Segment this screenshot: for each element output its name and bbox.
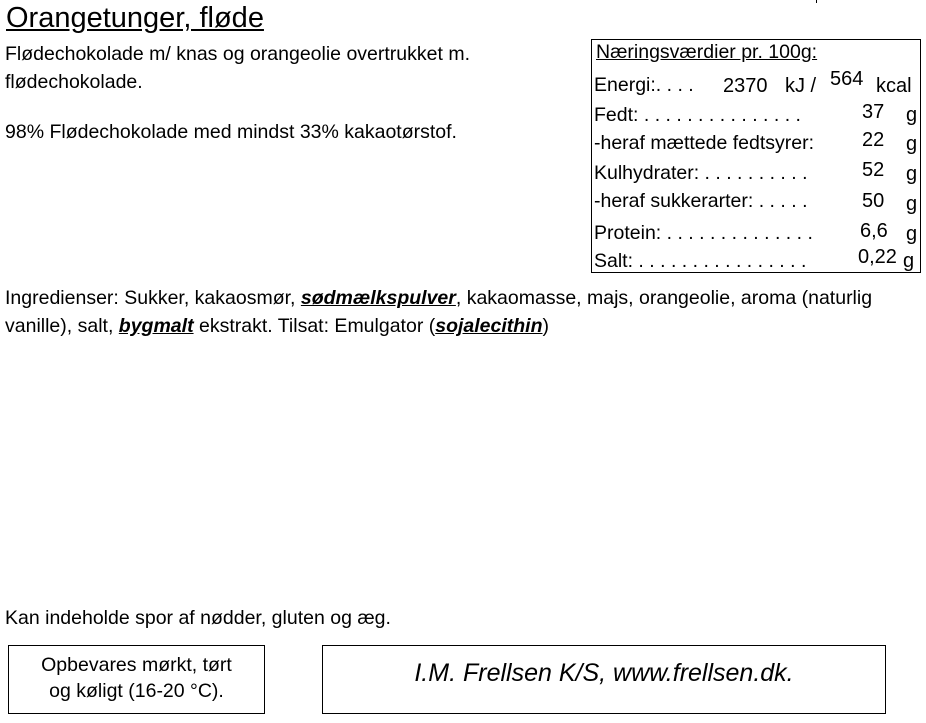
nutrition-value-sugars: 50 xyxy=(862,190,885,212)
nutrition-label-sugars: -heraf sukkerarter: . . . . . xyxy=(594,190,808,212)
ingredients-part: ekstrakt. Tilsat: Emulgator ( xyxy=(193,315,436,337)
nutrition-label-protein: Protein: . . . . . . . . . . . . . . xyxy=(594,222,813,244)
allergen-milk-powder: sødmælkspulver xyxy=(300,287,456,309)
nutrition-value-carbs: 52 xyxy=(862,159,885,181)
nutrition-value-salt: 0,22 xyxy=(858,246,897,268)
allergen-trace-warning: Kan indeholde spor af nødder, gluten og æg. xyxy=(5,607,391,629)
nutrition-label-saturated: -heraf mættede fedtsyrer: xyxy=(594,132,815,154)
nutrition-label-carbs: Kulhydrater: . . . . . . . . . . xyxy=(594,162,808,184)
nutrition-unit-sugars: g xyxy=(906,193,918,215)
nutrition-value-saturated: 22 xyxy=(862,129,885,151)
description-line: Flødechokolade m/ knas og orangeolie overtrukket m. xyxy=(5,43,470,65)
ingredients-part: Ingredienser: Sukker, kakaosmør, xyxy=(5,287,301,309)
ingredients-text xyxy=(5,284,920,340)
ingredients-part: , kakaomasse, majs, orangeolie, aroma (naturlig vanille), salt, xyxy=(5,287,873,337)
nutrition-unit-kj: kJ / xyxy=(785,75,817,97)
nutrition-value-kcal: 564 xyxy=(830,68,864,90)
nutrition-value-kj: 2370 xyxy=(723,75,768,97)
description-line: flødechokolade. xyxy=(5,71,143,93)
edge-mark xyxy=(816,0,817,3)
nutrition-value-protein: 6,6 xyxy=(860,220,888,242)
nutrition-value-fat: 37 xyxy=(862,101,885,123)
manufacturer-text: I.M. Frellsen K/S, www.frellsen.dk. xyxy=(414,659,794,687)
allergen-soy-lecithin: sojalecithin xyxy=(435,315,543,337)
nutrition-unit-saturated: g xyxy=(906,133,918,155)
nutrition-unit-fat: g xyxy=(906,104,918,126)
manufacturer-box xyxy=(322,645,886,714)
nutrition-unit-protein: g xyxy=(906,223,918,245)
storage-line: Opbevares mørkt, tørt xyxy=(41,654,232,676)
nutrition-label-salt: Salt: . . . . . . . . . . . . . . . . xyxy=(594,250,807,272)
storage-box xyxy=(8,645,265,714)
nutrition-unit-kcal: kcal xyxy=(876,75,912,97)
ingredients-part: ) xyxy=(542,315,549,337)
nutrition-unit-salt: g xyxy=(903,250,915,272)
nutrition-label-energy: Energi:. . . . xyxy=(594,74,694,96)
storage-line: og køligt (16-20 °C). xyxy=(49,680,224,702)
allergen-barley-malt: bygmalt xyxy=(118,315,194,337)
nutrition-heading: Næringsværdier pr. 100g: xyxy=(596,41,818,63)
product-description xyxy=(5,40,585,96)
product-title: Orangetunger, fløde xyxy=(6,2,264,34)
cocoa-content: 98% Flødechokolade med mindst 33% kakaotørstof. xyxy=(5,121,457,143)
nutrition-unit-carbs: g xyxy=(906,163,918,185)
nutrition-label-fat: Fedt: . . . . . . . . . . . . . . . xyxy=(594,104,801,126)
